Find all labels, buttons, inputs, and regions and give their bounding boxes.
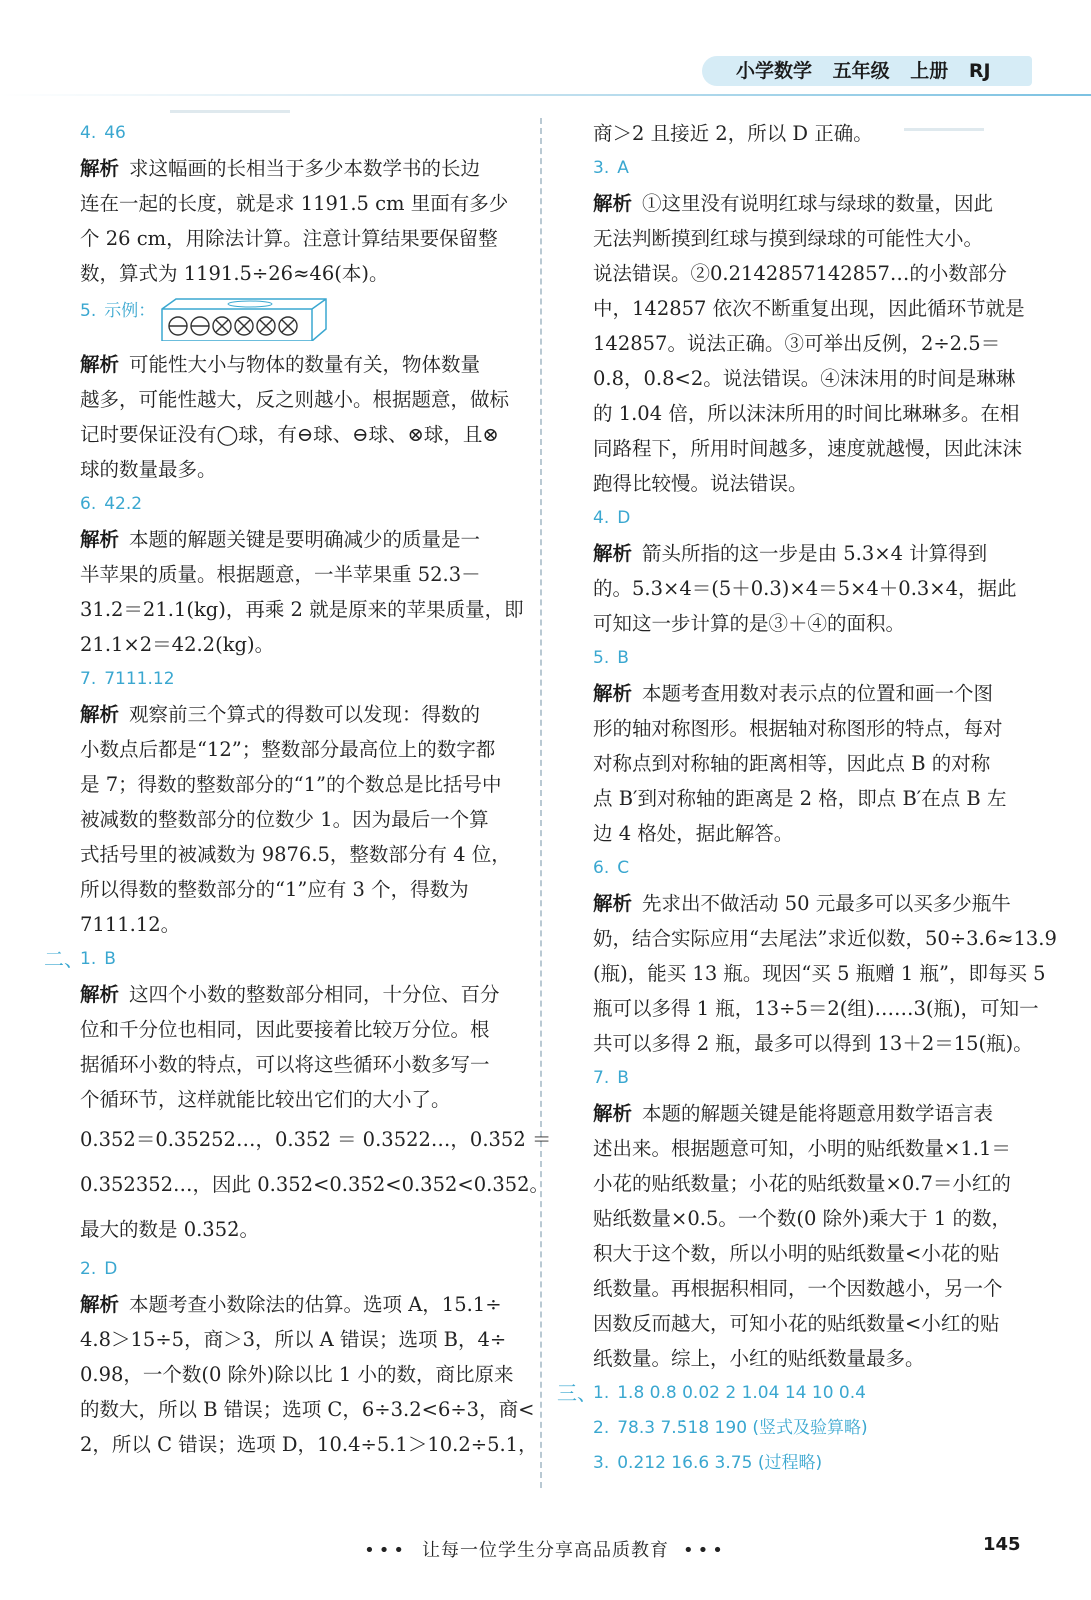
- minus-ball-icon: [169, 317, 187, 335]
- text-line: 的数大，所以 B 错误；选项 C，6÷3.2<6÷3，商<: [80, 1398, 535, 1421]
- analysis-text: 本题考查小数除法的估算。选项 A，15.1÷: [129, 1293, 502, 1316]
- text-line: 贴纸数量×0.5。一个数(0 除外)乘大于 1 的数，: [593, 1207, 1011, 1230]
- question-number: 7.: [80, 669, 97, 689]
- answer-value: 0.212 16.6 3.75 (过程略): [617, 1453, 823, 1473]
- decor-bar: [170, 110, 290, 113]
- analysis-label: 解析: [80, 983, 120, 1006]
- analysis-label: 解析: [80, 353, 120, 376]
- text-line: 越多，可能性越大，反之则越小。根据题意，做标: [80, 388, 510, 411]
- analysis-row: [593, 1096, 1033, 1131]
- text-line: 的。5.3×4＝(5＋0.3)×4＝5×4＋0.3×4，据此: [593, 577, 1017, 600]
- text-line: 对称点到对称轴的距离相等，因此点 B 的对称: [593, 752, 991, 775]
- question-number: 2.: [80, 1259, 97, 1279]
- answer-value: B: [617, 648, 629, 668]
- text-line: 是 7；得数的整数部分的“1”的个数总是比括号中: [80, 773, 502, 796]
- text-line: 最大的数是 0.3̇52̇。: [80, 1218, 260, 1241]
- text-line: 无法判断摸到红球与摸到绿球的可能性大小。: [593, 227, 984, 250]
- text-line: 式括号里的被减数为 9876.5，整数部分有 4 位，: [80, 843, 511, 866]
- analysis-text: 求这幅画的长相当于多少本数学书的长边: [129, 157, 481, 180]
- analysis-label: 解析: [80, 528, 120, 551]
- question-number: 7.: [593, 1068, 610, 1088]
- text-line: 同路程下，所用时间越多，速度就越慢，因此沫沫: [593, 437, 1023, 460]
- text-line: 中，142857 依次不断重复出现，因此循环节就是: [593, 297, 1025, 320]
- crossed-ball-icon: [235, 317, 253, 335]
- text-line: 0.352352…，因此 0.352̇<0.35̇2̇<0.3̇52̇<0.3̇52̇。: [80, 1173, 550, 1196]
- analysis-label: 解析: [593, 192, 633, 215]
- analysis-label: 解析: [593, 542, 633, 565]
- answer-value: 46: [104, 123, 126, 143]
- text-line: 记时要保证没有◯球，有⊖球、⊖球、⊗球，且⊗: [80, 423, 499, 446]
- answer-row: [593, 501, 1033, 536]
- analysis-label: 解析: [80, 703, 120, 726]
- text-line: 所以得数的整数部分的“1”应有 3 个，得数为: [80, 878, 469, 901]
- text-line: 连在一起的长度，就是求 1191.5 cm 里面有多少: [80, 192, 509, 215]
- footer-slogan: 让每一位学生分享高品质教育: [422, 1540, 669, 1561]
- analysis-row: [80, 151, 520, 186]
- answer-row: [80, 662, 520, 697]
- analysis-row: [593, 536, 1033, 571]
- text-line: 奶，结合实际应用“去尾法”求近似数，50÷3.6≈13.9: [593, 927, 1057, 950]
- text-line: 7111.12。: [80, 913, 181, 936]
- analysis-text: 这四个小数的整数部分相同，十分位、百分: [129, 983, 500, 1006]
- text-line: 半苹果的质量。根据题意，一半苹果重 52.3－: [80, 563, 481, 586]
- page-number: 145: [983, 1534, 1021, 1555]
- text-line: 个循环节，这样就能比较出它们的大小了。: [80, 1088, 451, 1111]
- analysis-text: 先求出不做活动 50 元最多可以买多少瓶牛: [642, 892, 1011, 915]
- minus-ball-icon: [191, 317, 209, 335]
- analysis-text: 本题考查用数对表示点的位置和画一个图: [642, 682, 994, 705]
- text-line: 说法错误。②0.2142857142857…的小数部分: [593, 262, 1007, 285]
- header-rule: [0, 94, 1091, 96]
- analysis-label: 解析: [80, 1293, 120, 1316]
- text-line: 4.8＞15÷5，商＞3，所以 A 错误；选项 B，4÷: [80, 1328, 507, 1351]
- question-number: 6.: [80, 494, 97, 514]
- text-line: 个 26 cm，用除法计算。注意计算结果要保留整: [80, 227, 498, 250]
- answer-value: D: [617, 508, 631, 528]
- answer-value: C: [617, 858, 630, 878]
- text-line: 共可以多得 2 瓶，最多可以得到 13＋2＝15(瓶)。: [593, 1032, 1033, 1055]
- text-line: 因数反而越大，可知小花的贴纸数量<小红的贴: [593, 1312, 1000, 1335]
- question-number: 3.: [593, 158, 610, 178]
- text-line: 瓶可以多得 1 瓶，13÷5＝2(组)……3(瓶)，可知一: [593, 997, 1039, 1020]
- answer-value: 7111.12: [104, 669, 175, 689]
- question-number: 4.: [593, 508, 610, 528]
- column-divider: [540, 118, 542, 1488]
- answer-row: [593, 1446, 1033, 1481]
- answer-row: [80, 1252, 520, 1287]
- analysis-text: 可能性大小与物体的数量有关，物体数量: [129, 353, 481, 376]
- answer-value: 1.8 0.8 0.02 2 1.04 14 10 0.4: [617, 1383, 866, 1403]
- answer-value: 42.2: [104, 494, 143, 514]
- text-line: 位和千分位也相同，因此要接着比较万分位。根: [80, 1018, 490, 1041]
- analysis-row: [593, 186, 1033, 221]
- watermark-logo: [890, 1510, 1080, 1594]
- question-number: 5.: [80, 301, 97, 321]
- question-number: 1.: [593, 1383, 610, 1403]
- text-line: 0.8，0.8<2。说法错误。④沫沫用的时间是琳琳: [593, 367, 1016, 390]
- text-line: 跑得比较慢。说法错误。: [593, 472, 808, 495]
- answer-row: [593, 641, 1033, 676]
- analysis-text: 观察前三个算式的得数可以发现：得数的: [129, 703, 481, 726]
- footer-dots-left: •••: [364, 1540, 408, 1561]
- answer-row: [80, 487, 520, 522]
- question-number: 2.: [593, 1418, 610, 1438]
- text-line: 商＞2 且接近 2，所以 D 正确。: [593, 122, 873, 145]
- question-number: 3.: [593, 1453, 610, 1473]
- analysis-row: [80, 697, 520, 732]
- section-answer-row: [557, 1376, 1033, 1411]
- text-line: 纸数量。综上，小红的贴纸数量最多。: [593, 1347, 925, 1370]
- text-line: 的 1.04 倍，所以沫沫所用的时间比琳琳多。在相: [593, 402, 1020, 425]
- answer-value: A: [617, 158, 629, 178]
- answer-value: B: [104, 949, 116, 969]
- section-number: 三、: [557, 1381, 597, 1405]
- analysis-row: [80, 347, 520, 382]
- text-line: 142857。说法正确。③可举出反例，2÷2.5＝: [593, 332, 1001, 355]
- text-line: 小花的贴纸数量；小花的贴纸数量×0.7＝小红的: [593, 1172, 1011, 1195]
- crossed-ball-icon: [257, 317, 275, 335]
- analysis-text: 本题的解题关键是要明确减少的质量是一: [129, 528, 481, 551]
- section-number: 二、: [44, 947, 84, 971]
- answer-value: 示例：: [104, 301, 156, 321]
- text-line: 积大于这个数，所以小明的贴纸数量<小花的贴: [593, 1242, 1000, 1265]
- analysis-label: 解析: [80, 157, 120, 180]
- ball-box-figure: [158, 295, 328, 341]
- footer-dots-right: •••: [683, 1540, 727, 1561]
- section-answer-row: [44, 942, 520, 977]
- analysis-row: [80, 1287, 520, 1322]
- analysis-text: 本题的解题关键是能将题意用数学语言表: [642, 1102, 994, 1125]
- text-line: 被减数的整数部分的位数少 1。因为最后一个算: [80, 808, 489, 831]
- text-line: 述出来。根据题意可知，小明的贴纸数量×1.1＝: [593, 1137, 1011, 1160]
- question-number: 4.: [80, 123, 97, 143]
- answer-value: B: [617, 1068, 629, 1088]
- answer-row: [593, 151, 1033, 186]
- question-number: 6.: [593, 858, 610, 878]
- answer-value: 78.3 7.5̇18̇ 190 (竖式及验算略): [617, 1418, 868, 1438]
- answer-row: [80, 291, 520, 347]
- analysis-label: 解析: [593, 892, 633, 915]
- answer-row: [593, 1061, 1033, 1096]
- text-line: 小数点后都是“12”；整数部分最高位上的数字都: [80, 738, 496, 761]
- text-line: 点 B′到对称轴的距离是 2 格，即点 B′在点 B 左: [593, 787, 1007, 810]
- analysis-label: 解析: [593, 682, 633, 705]
- book-title: 小学数学 五年级 上册 RJ: [736, 60, 991, 82]
- answer-value: D: [104, 1259, 118, 1279]
- right-column: [557, 116, 1057, 1481]
- analysis-text: 箭头所指的这一步是由 5.3×4 计算得到: [642, 542, 988, 565]
- text-line: 据循环小数的特点，可以将这些循环小数多写一: [80, 1053, 490, 1076]
- text-line: 0.352̇＝0.35252…，0.35̇2̇ ＝ 0.3522…，0.3̇52̇ ＝: [80, 1128, 552, 1151]
- left-column: [44, 116, 552, 1462]
- text-line: 2，所以 C 错误；选项 D，10.4÷5.1＞10.2÷5.1，: [80, 1433, 538, 1456]
- answer-row: [593, 851, 1033, 886]
- analysis-row: [593, 886, 1033, 921]
- analysis-row: [80, 522, 520, 557]
- analysis-row: [80, 977, 520, 1012]
- text-line: 31.2＝21.1(kg)，再乘 2 就是原来的苹果质量，即: [80, 598, 524, 621]
- analysis-text: ①这里没有说明红球与绿球的数量，因此: [642, 192, 994, 215]
- text-line: 可知这一步计算的是③＋④的面积。: [593, 612, 906, 635]
- answer-row: [80, 116, 520, 151]
- question-number: 5.: [593, 648, 610, 668]
- text-line: 数，算式为 1191.5÷26≈46(本)。: [80, 262, 389, 285]
- question-number: 1.: [80, 949, 97, 969]
- text-line: (瓶)，能买 13 瓶。现因“买 5 瓶赠 1 瓶”，即每买 5: [593, 962, 1046, 985]
- text-line: 纸数量。再根据积相同，一个因数越小，另一个: [593, 1277, 1003, 1300]
- text-line: 形的轴对称图形。根据轴对称图形的特点，每对: [593, 717, 1003, 740]
- analysis-label: 解析: [593, 1102, 633, 1125]
- text-line: 边 4 格处，据此解答。: [593, 822, 794, 845]
- text-line: 球的数量最多。: [80, 458, 217, 481]
- crossed-ball-icon: [213, 317, 231, 335]
- analysis-row: [593, 676, 1033, 711]
- text-line: 0.98，一个数(0 除外)除以比 1 小的数，商比原来: [80, 1363, 514, 1386]
- text-line: 21.1×2＝42.2(kg)。: [80, 633, 275, 656]
- crossed-ball-icon: [279, 317, 297, 335]
- answer-row: [593, 1411, 1033, 1446]
